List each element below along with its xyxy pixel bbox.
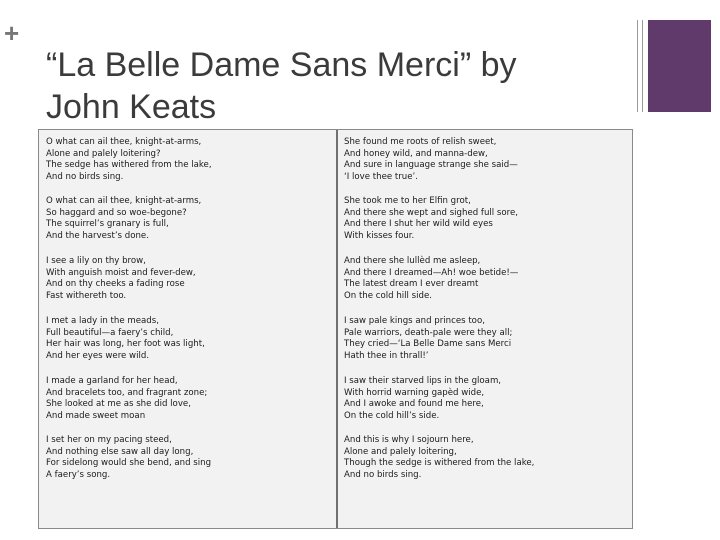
- verse-line: Pale warriors, death-pale were they all;: [344, 327, 513, 338]
- verse-line: ‘I love thee true’.: [344, 171, 418, 182]
- verse-line: I saw pale kings and princes too,: [344, 316, 485, 326]
- verse-line: And on thy cheeks a fading rose: [46, 279, 185, 289]
- verse-line: I set her on my pacing steed,: [46, 435, 172, 445]
- verse-line: And made sweet moan: [46, 410, 146, 421]
- accent-block: [648, 20, 711, 112]
- verse-line: The latest dream I ever dreamt: [344, 279, 479, 289]
- verse-line: And the harvest’s done.: [46, 230, 149, 241]
- stanza: [344, 316, 614, 362]
- verse-line: And no birds sing.: [46, 171, 124, 182]
- verse-line: And there I shut her wild wild eyes: [344, 219, 493, 229]
- verse-line: The squirrel’s granary is full,: [46, 219, 169, 229]
- verse-line: Full beautiful—a faery’s child,: [46, 327, 174, 338]
- verse-line: They cried—‘La Belle Dame sans Merci: [344, 339, 512, 349]
- verse-line: Hath thee in thrall!’: [344, 350, 429, 361]
- verse-line: With anguish moist and fever-dew,: [46, 267, 196, 278]
- verse-line: And nothing else saw all day long,: [46, 446, 194, 457]
- verse-line: And no birds sing.: [344, 469, 422, 480]
- verse-line: On the cold hill side.: [344, 290, 433, 301]
- verse-line: With horrid warning gapèd wide,: [344, 387, 485, 398]
- verse-line: The sedge has withered from the lake,: [46, 160, 212, 170]
- verse-line: She looked at me as she did love,: [46, 399, 191, 409]
- decorative-line: [637, 20, 638, 112]
- verse-line: Alone and palely loitering?: [46, 148, 161, 159]
- verse-line: A faery’s song.: [46, 469, 111, 480]
- column-divider: [336, 130, 338, 528]
- verse-line: Alone and palely loitering,: [344, 446, 457, 457]
- stanza: [46, 256, 316, 302]
- poem-table: [38, 129, 633, 529]
- verse-line: So haggard and so woe-begone?: [46, 207, 187, 218]
- stanza: [46, 316, 316, 362]
- verse-line: She took me to her Elfin grot,: [344, 196, 471, 206]
- verse-line: I saw their starved lips in the gloam,: [344, 376, 502, 386]
- verse-line: She found me roots of relish sweet,: [344, 137, 497, 147]
- verse-line: And her eyes were wild.: [46, 350, 150, 361]
- stanza: [46, 137, 316, 183]
- verse-line: I see a lily on thy brow,: [46, 256, 146, 266]
- verse-line: Her hair was long, her foot was light,: [46, 339, 205, 349]
- verse-line: Though the sedge is withered from the lake,: [344, 458, 535, 468]
- stanza: [46, 435, 316, 481]
- verse-line: And there I dreamed—Ah! woe betide!—: [344, 267, 519, 278]
- verse-line: With kisses four.: [344, 230, 415, 241]
- verse-line: Fast withereth too.: [46, 290, 127, 301]
- verse-line: For sidelong would she bend, and sing: [46, 458, 212, 468]
- slide-title: [46, 44, 626, 128]
- stanza: [344, 256, 614, 302]
- verse-line: And there she lullèd me asleep,: [344, 256, 481, 266]
- verse-line: And bracelets too, and fragrant zone;: [46, 387, 208, 398]
- stanza: [344, 376, 614, 422]
- verse-line: O what can ail thee, knight-at-arms,: [46, 137, 202, 147]
- verse-line: And I awoke and found me here,: [344, 399, 484, 409]
- verse-line: I met a lady in the meads,: [46, 316, 159, 326]
- stanza: [344, 435, 614, 481]
- decorative-line: [642, 20, 643, 112]
- title-line-2: John Keats: [46, 88, 217, 126]
- plus-icon: +: [4, 18, 20, 48]
- verse-line: On the cold hill’s side.: [344, 410, 440, 421]
- verse-line: I made a garland for her head,: [46, 376, 178, 386]
- stanza: [344, 137, 614, 183]
- stanza: [46, 196, 316, 242]
- verse-line: And there she wept and sighed full sore,: [344, 207, 519, 218]
- verse-line: And honey wild, and manna-dew,: [344, 148, 488, 159]
- title-line-1: “La Belle Dame Sans Merci” by: [46, 46, 517, 84]
- stanza: [46, 376, 316, 422]
- verse-line: And sure in language strange she said—: [344, 160, 518, 170]
- stanza: [344, 196, 614, 242]
- verse-line: O what can ail thee, knight-at-arms,: [46, 196, 202, 206]
- verse-line: And this is why I sojourn here,: [344, 435, 474, 445]
